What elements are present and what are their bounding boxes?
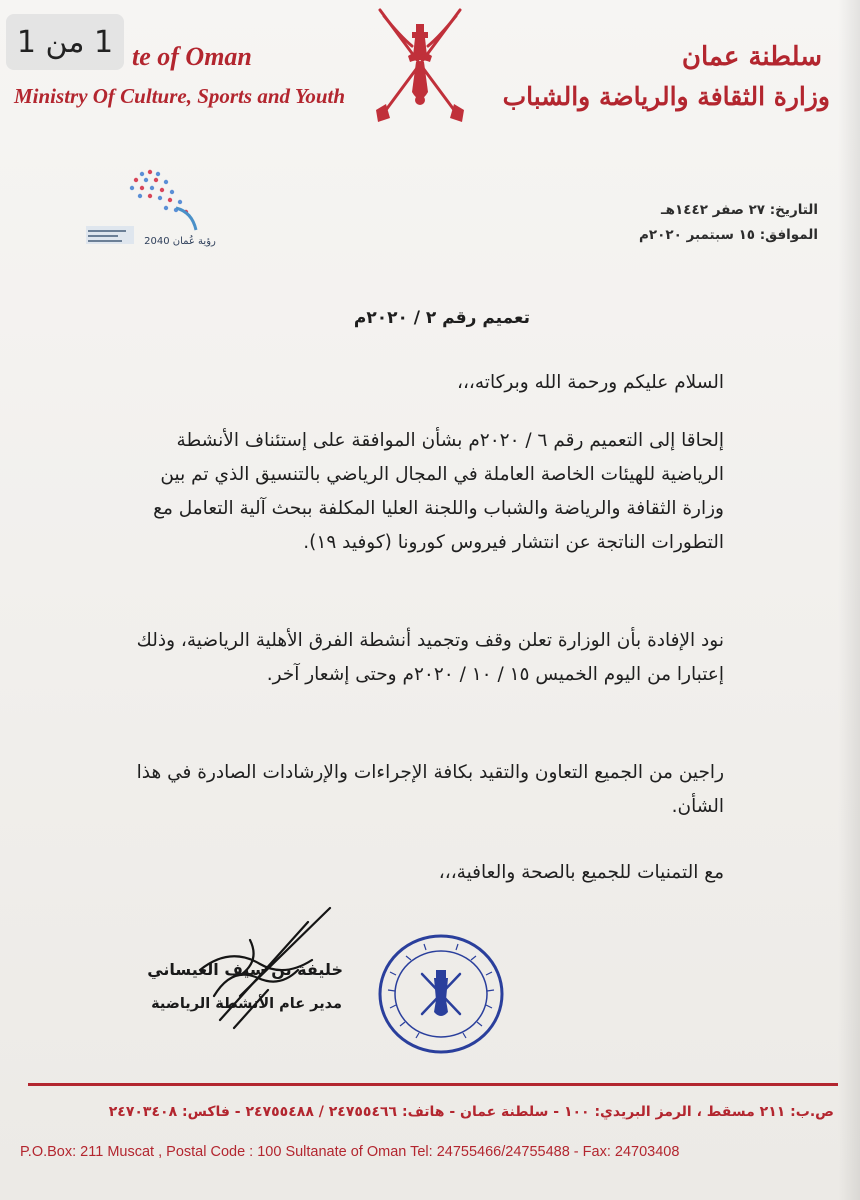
greeting: السلام عليكم ورحمة الله وبركاته،،، <box>456 372 724 393</box>
footer-address-english: P.O.Box: 211 Muscat , Postal Code : 100 Sultanate of Oman Tel: 24755466/24755488 - Fax: 24703408 <box>20 1144 680 1160</box>
date-block <box>639 198 818 248</box>
date-hijri: التاريخ: ٢٧ صفر ١٤٤٢هـ <box>661 202 818 218</box>
circular-number: تعميم رقم ٢ / ٢٠٢٠م <box>353 308 530 328</box>
footer-divider <box>28 1083 838 1086</box>
body-paragraph-1: إلحاقا إلى التعميم رقم ٦ / ٢٠٢٠م بشأن الموافقة على إستئناف الأنشطة الرياضية للهيئات الخاصة العاملة في المجال الرياضي بالتنسيق الذي تم بين وزارة الثقافة والرياضة والشباب واللجنة العليا المكلفة ببحث آلية التعامل مع التطورات الناتجة عن انتشار فيروس كورونا (كوفيد ١٩). <box>153 430 724 553</box>
official-seal-stamp-icon <box>376 932 506 1056</box>
footer-address-arabic: ص.ب: ٢١١ مسقط ، الرمز البريدي: ١٠٠ - سلطنة عمان - هاتف: ٢٤٧٥٥٤٦٦ / ٢٤٧٥٥٤٨٨ - فاكس: ٢٤٧٠٣٤٠٨ <box>108 1104 834 1120</box>
date-gregorian: الموافق: ١٥ سبتمبر ٢٠٢٠م <box>639 227 818 243</box>
letterhead-arabic-ministry: وزارة الثقافة والرياضة والشباب <box>502 82 830 111</box>
signer-title: مدير عام الأنشطة الرياضية <box>151 996 342 1012</box>
body-paragraph-3: راجين من الجميع التعاون والتقيد بكافة الإجراءات والإرشادات الصادرة في هذا الشأن. <box>136 762 724 817</box>
body-paragraph-2: نود الإفادة بأن الوزارة تعلن وقف وتجميد أنشطة الفرق الأهلية الرياضية، وذلك إعتبارا من اليوم الخميس ١٥ / ١٠ / ٢٠٢٠م وحتى إشعار آخر. <box>136 630 724 685</box>
page-edge-shadow <box>838 0 860 1200</box>
letterhead-english-ministry: Ministry Of Culture, Sports and Youth <box>14 84 346 108</box>
page-counter-badge: 1 من 1 <box>6 14 124 70</box>
oman-khanjar-emblem-icon <box>360 6 480 134</box>
closing-line: مع التمنيات للجميع بالصحة والعافية،،، <box>438 862 724 883</box>
oman-vision-2040-logo-icon <box>80 160 230 260</box>
letterhead-arabic-title: سلطنة عمان <box>681 42 822 72</box>
vision-logo-caption: رؤية عُمان 2040 <box>144 236 216 247</box>
signer-name: خليفة بن سيف العيساني <box>147 960 343 979</box>
letterhead-english-title: te of Oman <box>132 42 252 71</box>
